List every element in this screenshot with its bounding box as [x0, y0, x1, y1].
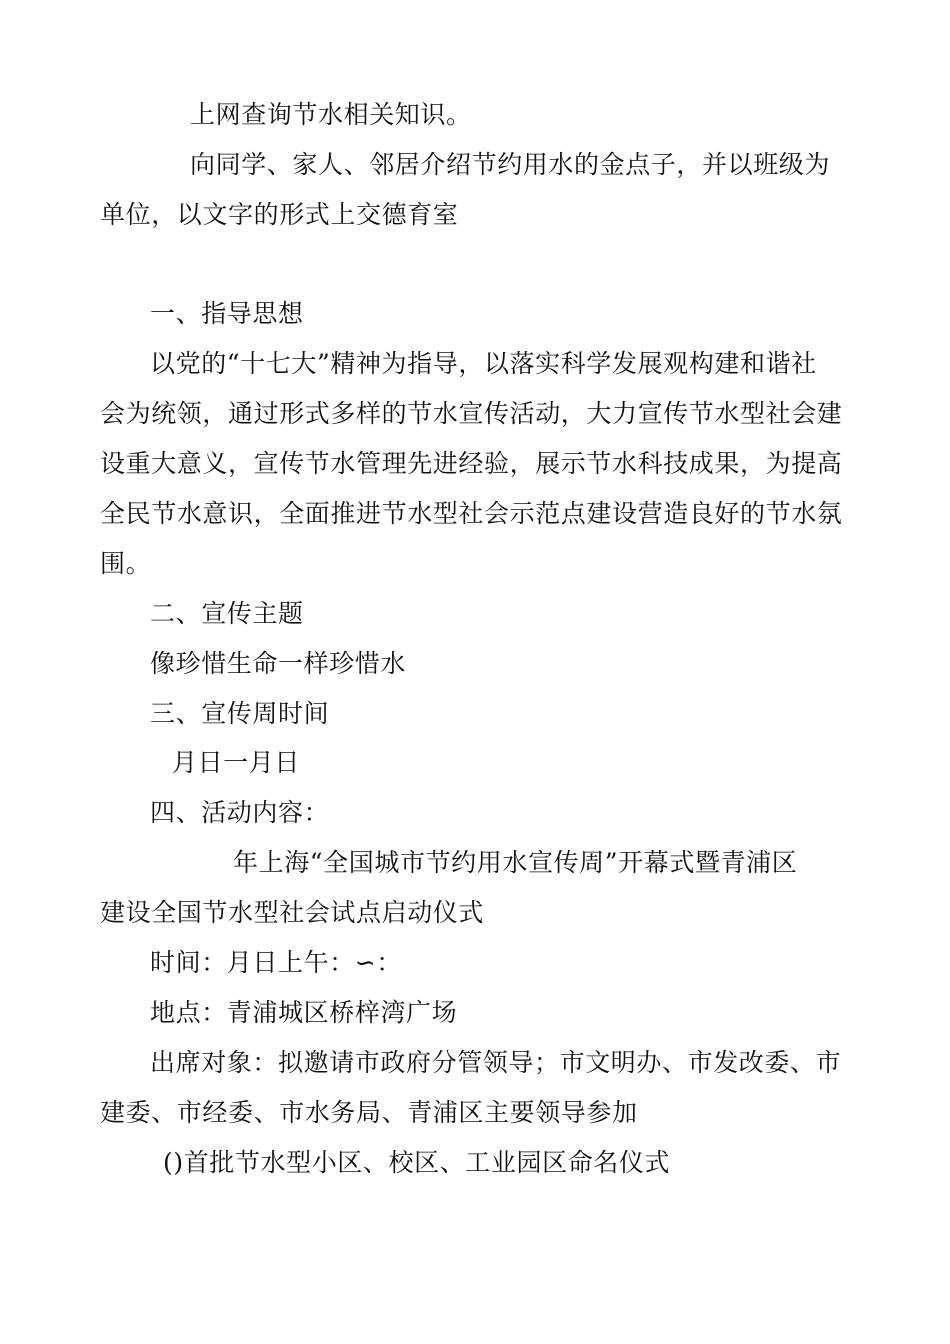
text-line-1: 上网查询节水相关知识。	[190, 100, 472, 129]
text-line-5: 以党的“十七大”精神为指导，以落实科学发展观构建和谐社	[150, 349, 817, 378]
text-line-9: 围。	[100, 549, 152, 578]
text-line-15: 年上海“全国城市节约用水宣传周”开幕式暨青浦区	[233, 848, 798, 877]
theme-text: 像珍惜生命一样珍惜水	[150, 649, 407, 678]
event-attendees-line-1: 出席对象：拟邀请市政府分管领导；市文明办、市发改委、市	[150, 1048, 842, 1077]
section-heading-guiding-ideology: 一、指导思想	[150, 299, 304, 328]
section-heading-theme: 二、宣传主题	[150, 599, 304, 628]
text-line-8: 全民节水意识，全面推进节水型社会示范点建设营造良好的节水氛	[100, 499, 843, 528]
text-line-3: 单位，以文字的形式上交德育室	[100, 200, 459, 229]
event-location: 地点：青浦城区桥梓湾广场	[150, 998, 458, 1027]
week-time-text: 月日一月日	[172, 748, 301, 777]
event-attendees-line-2: 建委、市经委、市水务局、青浦区主要领导参加	[100, 1098, 638, 1127]
text-line-21: ()首批节水型小区、校区、工业园区命名仪式	[163, 1148, 671, 1177]
text-line-16: 建设全国节水型社会试点启动仪式	[100, 898, 485, 927]
section-heading-week-time: 三、宣传周时间	[150, 699, 330, 728]
text-line-6: 会为统领，通过形式多样的节水宣传活动，大力宣传节水型社会建	[100, 399, 843, 428]
text-line-2: 向同学、家人、邻居介绍节约用水的金点子，并以班级为	[190, 150, 831, 179]
section-heading-activities: 四、活动内容：	[150, 798, 330, 827]
event-time: 时间：月日上午：∽：	[150, 948, 402, 977]
text-line-7: 设重大意义，宣传节水管理先进经验，展示节水科技成果，为提高	[100, 449, 843, 478]
